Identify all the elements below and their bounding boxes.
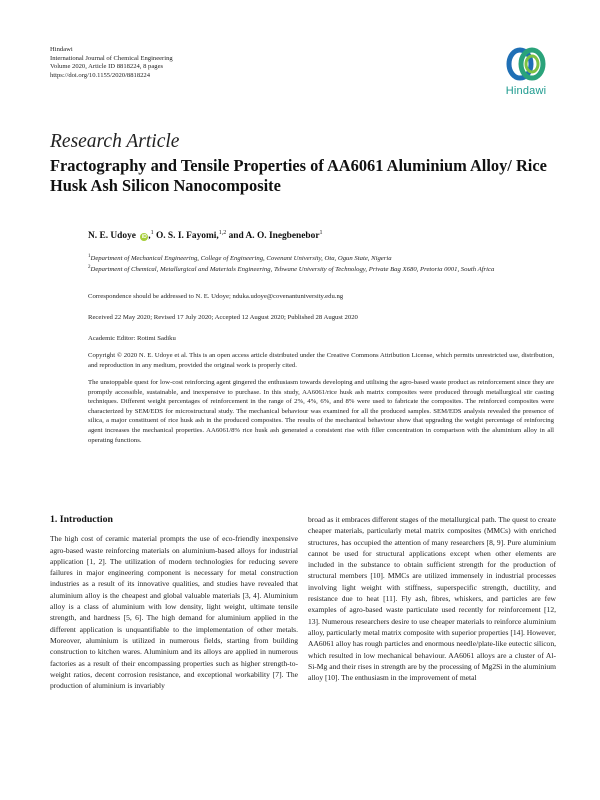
left-column bbox=[50, 514, 298, 691]
copyright-notice: Copyright © 2020 N. E. Udoye et al. This is an open access article distributed under the Creative Commons Attribution License, which permits unrestricted use, distribution, and reproduction in any medium, provided the original work is properly cited. bbox=[88, 352, 554, 369]
intro-paragraph-left: The high cost of ceramic material prompts the use of eco-friendly inexpensive agro-based waste reinforcing materials on aluminium-based alloys for industrial application [1, 2]. The utilization of modern technologies for reducing severe failures in major engineering component is necessary for metal construction industries as a result of its innovative qualities, and studies have revealed that aluminium alloy is the cheapest and global valuable materials [3, 4]. Aluminium alloy is a class of aluminium with low density, light weight, ultimate tensile strength, and hardness [5, 6]. The high demand for aluminium applied in the different application is unquantifiable to the implementation of other metals. Moreover, aluminium is utilized in numerous fields, starting from building construction to kitchen wares. Aluminium and its alloys are applied in numerous factories as a result of their encompassing properties such as higher strength-to-weight ratios, decent corrosion resistance, and exceptional workability [7]. The production of aluminium is invariably bbox=[50, 534, 298, 691]
author-3: A. O. Inegbenebor bbox=[245, 231, 320, 242]
affiliation-1: $^1$Department of Mechanical Engineering, College of Engineering, Covenant University, Ota, Ogun State, Nigeria bbox=[88, 254, 392, 263]
article-title: Fractography and Tensile Properties of AA6061 Aluminium Alloy/ Rice Husk Ash Silicon Nanocomposite bbox=[50, 156, 547, 195]
section-heading: 1. Introduction bbox=[50, 514, 113, 525]
publication-dates: Received 22 May 2020; Revised 17 July 2020; Accepted 12 August 2020; Published 28 August 2020 bbox=[88, 314, 358, 321]
journal-meta bbox=[50, 46, 173, 80]
hindawi-logo-icon bbox=[504, 44, 548, 84]
hindawi-logo bbox=[496, 44, 556, 106]
publisher-name: Hindawi bbox=[50, 46, 73, 53]
author-2: O. S. I. Fayomi, bbox=[155, 231, 219, 242]
article-type: Research Article bbox=[50, 131, 180, 152]
academic-editor: Academic Editor: Rotimi Sadiku bbox=[88, 335, 176, 342]
doi-link[interactable]: https://doi.org/10.1155/2020/8818224 bbox=[50, 71, 151, 79]
author-1: N. E. Udoye bbox=[88, 231, 136, 242]
affiliation-2: $^2$Department of Chemical, Metallurgical and Materials Engineering, Tshwane University of Technology, Private Bag X680, Pretoria 0001, South Africa bbox=[88, 265, 495, 274]
author-1-affil: 1 bbox=[150, 230, 154, 236]
intro-paragraph-right: broad as it embraces different stages of the metallurgical path. The quest to create cheaper materials, particularly metal matrix composites (MMCs) with enriched structures, has occupied the attention of many researchers [8, 9]. Pure aluminium cannot be used for structural applications except when other elements are included in the substance to obtain sufficient strength for the production of structural members [10]. MMCs are utilized immensely in industrial processes involving light weight with stiffness, superspecific strength, ductility, and resistance due to heat [11]. Fly ash, fibres, whiskers, and particles are few examples of agro-based waste particulate used recently for reinforcement [12, 13]. Numerous researchers desire to use cheaper materials to reinforce aluminium alloy, particularly metal matrix composite with superior properties [14]. However, AA6061 alloy has rough particles and enormous needle/plate-like eutectic silicon, which resulted in low mechanical behaviour. AA6061 alloys are a cluster of Al-Si-Mg and their rises in strength are by the processing of Mg2Si in the aluminium alloy [10]. The enthusiasm in the improvement of metal bbox=[308, 515, 556, 683]
author-3-affil: 1 bbox=[319, 230, 323, 236]
author-2-affil: 1,2 bbox=[218, 230, 227, 236]
right-column bbox=[308, 514, 556, 683]
abstract: The unstoppable quest for low-cost reinforcing agent gingered the enthusiasm towards developing and utilising the agro-based waste product as reinforcement since they are promptly accessible, sustainable, and inexpensive to purchase. In this study, AA6061/rice husk ash matrix composites were produced through metallurgical stir casting techniques. Different weight percentages of reinforcement in the range of 2%, 4%, 6%, and 8% were used to fabricate the composites. The reinforced composites were characterized by SEM/EDS for microstructural study. The mechanical behaviour was examined for all the produced samples. SEM/EDS analysis revealed the presence of silica, a major constituent of rice husk ash in the produced composites. The results of the mechanical behaviour show that upgrading the weight percentage of reinforcing agent increases the mechanical properties. AA6061/8% rice husk ash generated a consistent rise with filler concentration in comparison with the aluminium alloy in all operating functions. bbox=[88, 379, 554, 444]
logo-text: Hindawi bbox=[505, 85, 547, 97]
orcid-icon[interactable]: iD bbox=[141, 234, 147, 241]
author-conj: and bbox=[228, 231, 244, 242]
author-list: N. E. Udoye iD ,$^1$ O. S. I. Fayomi,$^{1,2}$ and A. O. Inegbenebor$^1$ bbox=[88, 230, 323, 242]
journal-volume: Volume 2020, Article ID 8818224, 8 pages bbox=[50, 63, 164, 71]
correspondence: Correspondence should be addressed to N. E. Udoye; nduka.udoye@covenantuniversity.edu.ng bbox=[88, 293, 344, 300]
journal-name: International Journal of Chemical Engineering bbox=[50, 54, 173, 62]
